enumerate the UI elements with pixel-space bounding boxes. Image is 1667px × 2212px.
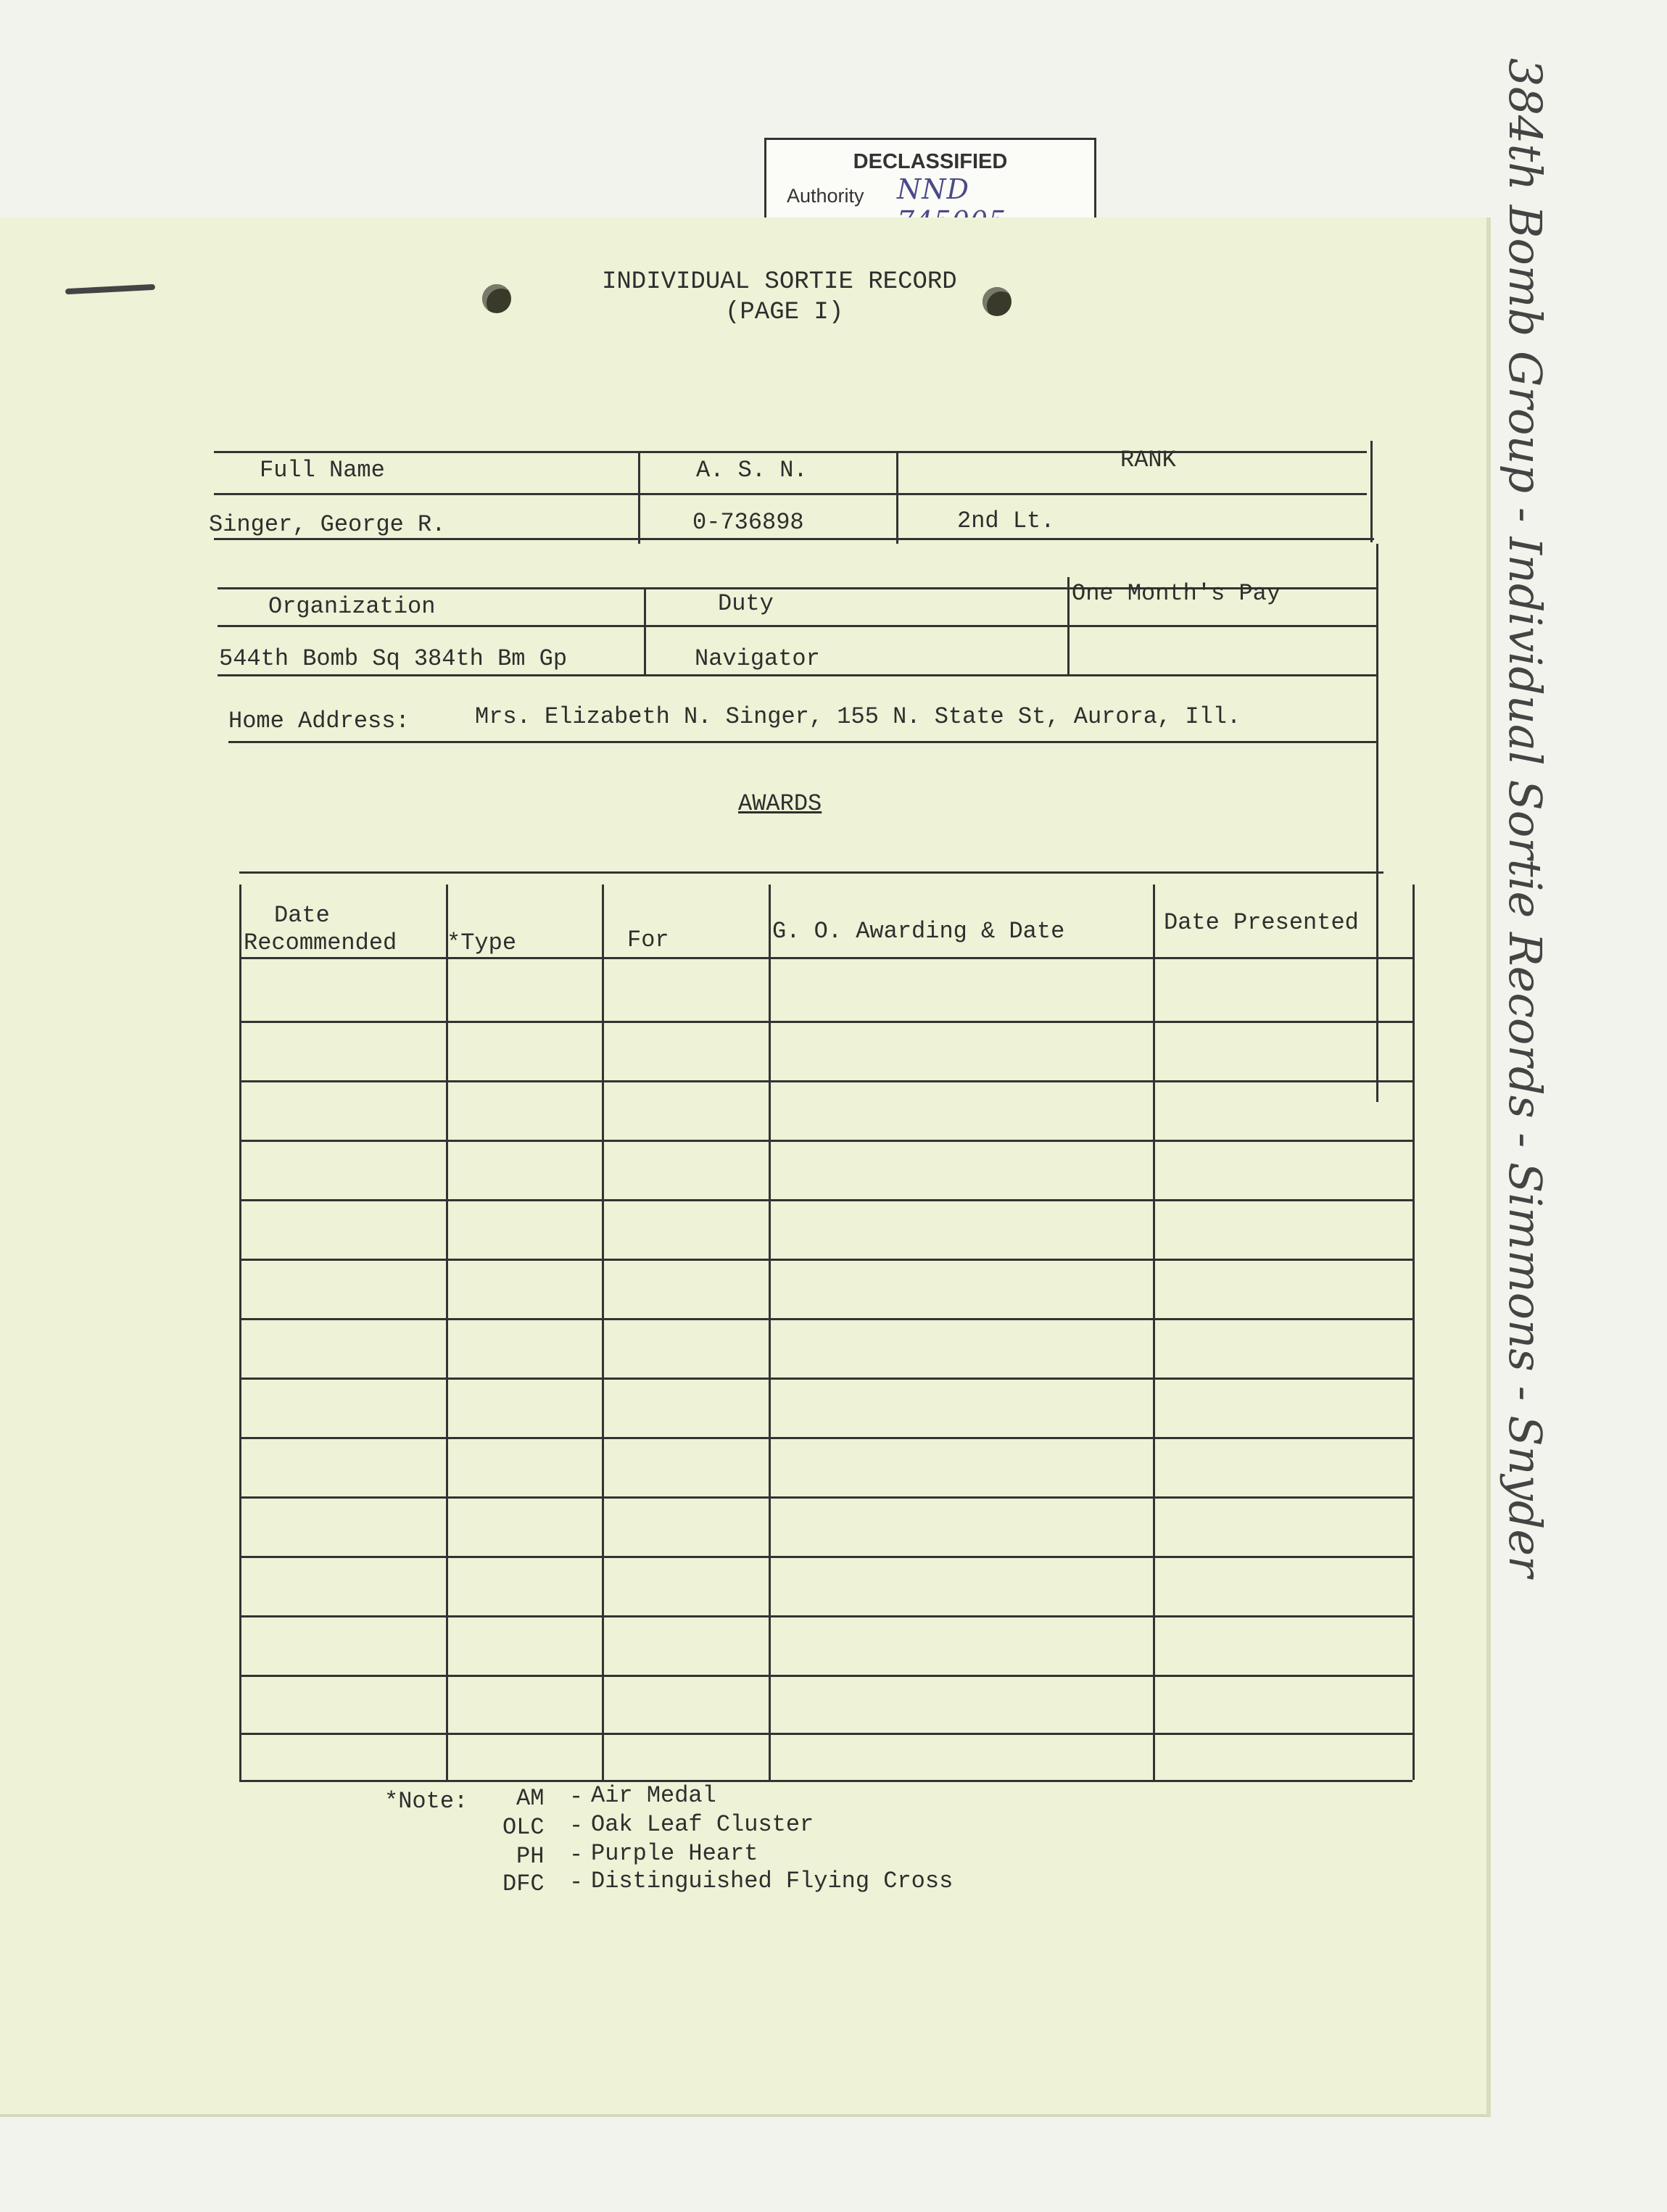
note-meaning-dfc: Distinguished Flying Cross — [591, 1868, 954, 1894]
note-meaning-am: Air Medal — [591, 1782, 716, 1809]
rule — [1067, 577, 1070, 674]
awards-col-rule — [446, 885, 448, 1780]
form-subtitle: (PAGE I) — [725, 299, 844, 326]
duty-label: Duty — [718, 590, 774, 617]
rule — [228, 741, 1378, 743]
rule — [644, 587, 646, 674]
awards-heading: AWARDS — [738, 790, 822, 817]
organization-value: 544th Bomb Sq 384th Bm Gp — [219, 645, 568, 672]
rule — [214, 493, 1367, 495]
note-code-am: AM — [516, 1785, 545, 1812]
duty-value: Navigator — [695, 645, 820, 672]
pencil-mark — [65, 284, 155, 294]
col-date-recommended-line1: Date — [274, 902, 330, 929]
note-meaning-ph: Purple Heart — [591, 1840, 758, 1867]
col-date-presented: Date Presented — [1164, 909, 1359, 936]
punch-hole-right — [983, 287, 1012, 316]
note-dash: - — [569, 1784, 584, 1810]
col-type: *Type — [447, 929, 517, 956]
pay-label: One Month's Pay — [1072, 580, 1281, 607]
col-date-recommended-line2: Recommended — [244, 929, 397, 956]
rank-value: 2nd Lt. — [957, 508, 1055, 534]
awards-row-rule — [239, 1733, 1412, 1735]
rule — [218, 625, 1378, 627]
stamp-title: DECLASSIFIED — [853, 150, 1008, 173]
organization-label: Organization — [268, 593, 436, 620]
rule — [638, 451, 640, 544]
home-address-label: Home Address: — [228, 708, 410, 734]
rule — [1370, 441, 1373, 542]
note-dash: - — [569, 1842, 584, 1868]
rule — [218, 674, 1378, 676]
rule — [239, 871, 1383, 874]
awards-row-rule — [239, 1021, 1412, 1023]
rank-label: RANK — [1120, 447, 1176, 473]
awards-col-rule — [602, 885, 604, 1780]
form-title: INDIVIDUAL SORTIE RECORD — [602, 268, 957, 296]
awards-row-rule — [239, 1140, 1412, 1142]
margin-handwritten-note: 384th Bomb Group - Individual Sortie Records - Simmons - Snyder — [1499, 58, 1552, 1578]
awards-row-rule — [239, 1780, 1412, 1782]
asn-label: A. S. N. — [696, 457, 808, 484]
sortie-record-sheet — [0, 218, 1491, 2117]
stamp-authority-value: NND — [897, 173, 1078, 239]
awards-col-rule — [1412, 885, 1415, 1780]
declassified-stamp — [764, 138, 1096, 226]
awards-row-rule — [239, 1199, 1412, 1201]
punch-hole-left — [482, 284, 511, 313]
awards-col-rule — [239, 885, 241, 1780]
awards-row-rule — [239, 1437, 1412, 1439]
col-for: For — [627, 927, 669, 953]
rule — [896, 451, 898, 544]
awards-row-rule — [239, 1259, 1412, 1261]
awards-row-rule — [239, 1378, 1412, 1380]
awards-row-rule — [239, 957, 1412, 959]
col-go-awarding: G. O. Awarding & Date — [772, 918, 1065, 945]
note-dash: - — [569, 1813, 584, 1839]
note-code-olc: OLC — [502, 1814, 545, 1841]
asn-value: 0-736898 — [692, 509, 804, 536]
rule — [214, 538, 1374, 540]
awards-row-rule — [239, 1318, 1412, 1320]
note-code-ph: PH — [516, 1843, 545, 1870]
note-meaning-olc: Oak Leaf Cluster — [591, 1811, 814, 1838]
full-name-label: Full Name — [260, 457, 385, 484]
awards-row-rule — [239, 1615, 1412, 1617]
note-dash: - — [569, 1869, 584, 1896]
awards-col-rule — [1153, 885, 1155, 1780]
note-code-dfc: DFC — [502, 1871, 545, 1897]
full-name-value: Singer, George R. — [209, 511, 446, 538]
stamp-authority-label: Authority — [787, 185, 864, 207]
awards-row-rule — [239, 1080, 1412, 1082]
awards-row-rule — [239, 1556, 1412, 1558]
home-address-value: Mrs. Elizabeth N. Singer, 155 N. State St, Aurora, Ill. — [475, 703, 1241, 730]
note-label: *Note: — [384, 1788, 468, 1815]
awards-row-rule — [239, 1496, 1412, 1499]
rule — [1376, 544, 1378, 1102]
awards-row-rule — [239, 1675, 1412, 1677]
awards-col-rule — [769, 885, 771, 1780]
rule — [214, 451, 1367, 453]
